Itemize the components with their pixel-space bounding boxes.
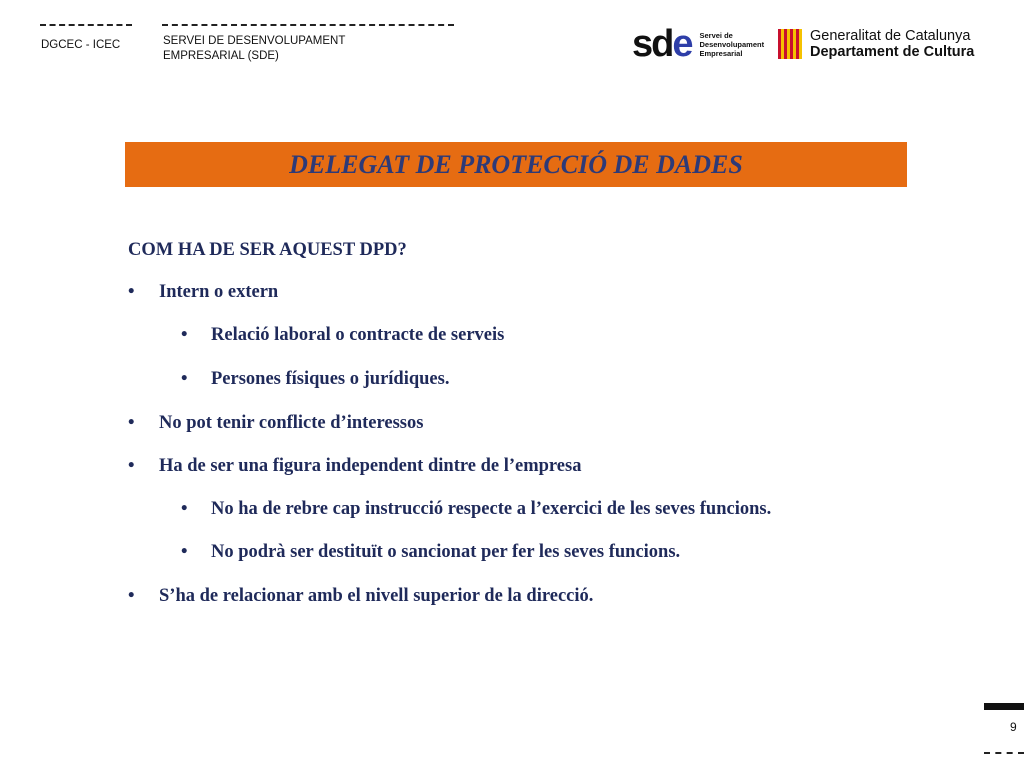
generalitat-logo [778, 28, 974, 60]
bullet-text: Persones físiques o jurídiques. [211, 369, 450, 389]
bullet-icon: • [128, 413, 135, 433]
slide-content [128, 237, 856, 608]
bullet-text: S’ha de relacionar amb el nivell superior de la direcció. [159, 586, 594, 606]
generalitat-logo-text [810, 28, 974, 60]
bullet-text: Intern o extern [159, 282, 279, 302]
sde-logo-mark-e: e [672, 23, 692, 65]
bullet-icon: • [181, 499, 188, 519]
bullet-item [128, 585, 856, 608]
sde-logo-mark-sd: sd [632, 23, 673, 65]
bullet-item [128, 412, 856, 435]
page-number: 9 [1010, 720, 1017, 734]
sde-logo [632, 23, 765, 65]
sub-bullet-item [128, 541, 856, 564]
bullet-item [128, 281, 856, 304]
footer-divider [984, 752, 1024, 754]
sde-logo-mark [632, 23, 692, 65]
bullet-text: No ha de rebre cap instrucció respecte a l’exercici de les seves funcions. [211, 499, 772, 519]
content-heading: COM HA DE SER AQUEST DPD? [128, 240, 407, 260]
catalan-flag-icon [778, 29, 802, 59]
org-long-line2: EMPRESARIAL (SDE) [163, 50, 279, 62]
generalitat-line2: Departament de Cultura [810, 44, 975, 60]
sde-sub-line2: Desenvolupament [699, 39, 765, 49]
sub-bullet-item [128, 368, 856, 391]
org-long-line1: SERVEI DE DESENVOLUPAMENT [163, 35, 346, 47]
bullet-list [128, 281, 856, 608]
page-number-bar [984, 703, 1024, 710]
bullet-icon: • [181, 369, 188, 389]
org-long-label [163, 34, 345, 64]
generalitat-line1: Generalitat de Catalunya [810, 28, 971, 44]
sde-sub-line1: Servei de [699, 30, 733, 40]
bullet-icon: • [128, 456, 135, 476]
sub-bullet-item [128, 498, 856, 521]
bullet-text: No podrà ser destituït o sancionat per fer les seves funcions. [211, 542, 681, 562]
bullet-text: Ha de ser una figura independent dintre de l’empresa [159, 456, 582, 476]
bullet-icon: • [181, 542, 188, 562]
sde-logo-subtitle [700, 31, 765, 58]
bullet-item [128, 455, 856, 478]
sub-bullet-item [128, 324, 856, 347]
bullet-text: Relació laboral o contracte de serveis [211, 325, 505, 345]
org-short-label: DGCEC - ICEC [41, 39, 121, 51]
bullet-icon: • [128, 586, 135, 606]
slide-title: DELEGAT DE PROTECCIÓ DE DADES [289, 149, 743, 179]
slide-title-bar [125, 142, 907, 187]
header-divider-right [162, 24, 454, 26]
sde-sub-line3: Empresarial [699, 48, 743, 58]
bullet-icon: • [181, 325, 188, 345]
bullet-text: No pot tenir conflicte d’interessos [159, 413, 424, 433]
header-divider-left [40, 24, 132, 26]
bullet-icon: • [128, 282, 135, 302]
